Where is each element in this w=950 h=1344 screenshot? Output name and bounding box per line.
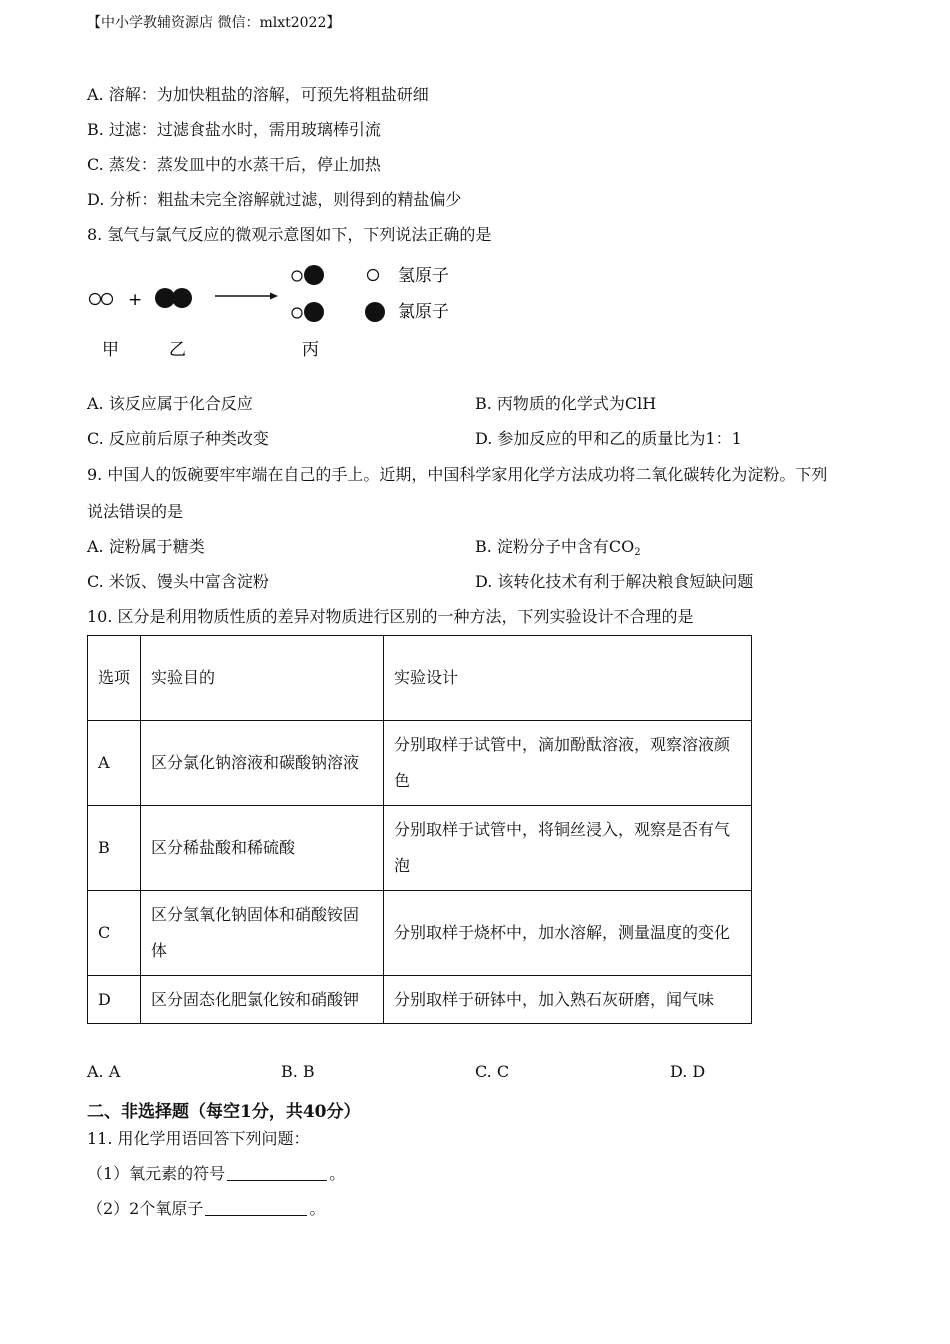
legend-hydrogen-label: 氢原子 — [398, 266, 449, 286]
q9-option-d: D. 该转化技术有利于解决粮食短缺问题 — [475, 572, 754, 591]
q7-option-c: C. 蒸发：蒸发皿中的水蒸干后，停止加热 — [87, 155, 381, 174]
row-option: C — [88, 891, 141, 976]
row-purpose: 区分氢氧化钠固体和硝酸铵固体 — [141, 891, 384, 976]
row-purpose: 区分固态化肥氯化铵和硝酸钾 — [141, 976, 384, 1024]
q11-part1 — [87, 1161, 345, 1184]
table-row — [88, 976, 752, 1024]
hydrogen-atom — [90, 294, 101, 305]
q10-option-b: B. B — [281, 1062, 315, 1081]
legend-chlorine-label: 氯原子 — [398, 302, 449, 322]
legend-hydrogen-icon — [368, 270, 379, 281]
q8-option-b: B. 丙物质的化学式为ClH — [475, 394, 657, 413]
row-option: B — [88, 806, 141, 891]
label-jia: 甲 — [102, 340, 119, 360]
q11-part1-text: （1）氧元素的符号 — [87, 1164, 226, 1183]
q9-option-a: A. 淀粉属于糖类 — [87, 537, 205, 556]
row-option: A — [88, 721, 141, 806]
table-row — [88, 721, 752, 806]
q9-option-b — [475, 534, 641, 558]
chlorine-atom — [172, 288, 192, 308]
header-design: 实验设计 — [384, 636, 752, 721]
label-bing: 丙 — [302, 340, 319, 360]
experiment-table — [87, 635, 752, 1024]
chlorine-atom — [304, 265, 324, 285]
hydrogen-atom — [102, 294, 113, 305]
q9-stem-line2: 说法错误的是 — [87, 502, 184, 521]
q9-option-b-subscript: 2 — [634, 547, 641, 558]
q8-stem: 8. 氢气与氯气反应的微观示意图如下，下列说法正确的是 — [87, 225, 492, 244]
q8-option-a: A. 该反应属于化合反应 — [87, 394, 253, 413]
legend-chlorine-icon — [365, 302, 385, 322]
q11-part1-end: 。 — [329, 1164, 346, 1183]
plus-sign: + — [128, 290, 143, 310]
q11-part2 — [87, 1196, 325, 1219]
chlorine-atom — [304, 302, 324, 322]
header-option: 选项 — [88, 636, 141, 721]
q7-option-d: D. 分析：粗盐未完全溶解就过滤，则得到的精盐偏少 — [87, 190, 462, 209]
row-design: 分别取样于研钵中，加入熟石灰研磨，闻气味 — [384, 976, 752, 1024]
q9-stem-line1: 9. 中国人的饭碗要牢牢端在自己的手上。近期，中国科学家用化学方法成功将二氧化碳转化为淀粉。下列 — [87, 465, 828, 484]
q11-stem: 11. 用化学用语回答下列问题： — [87, 1129, 310, 1148]
q7-option-b: B. 过滤：过滤食盐水时，需用玻璃棒引流 — [87, 120, 381, 139]
q7-option-a: A. 溶解：为加快粗盐的溶解，可预先将粗盐研细 — [87, 85, 429, 104]
q11-part2-text: （2）2个氧原子 — [87, 1199, 204, 1218]
table-header-row — [88, 636, 752, 721]
hydrogen-atom — [292, 308, 302, 318]
header-purpose: 实验目的 — [141, 636, 384, 721]
answer-blank[interactable] — [227, 1166, 327, 1181]
q9-option-b-text: B. 淀粉分子中含有CO — [475, 537, 635, 556]
row-purpose: 区分稀盐酸和稀硫酸 — [141, 806, 384, 891]
table-row — [88, 891, 752, 976]
arrow-head — [270, 293, 278, 300]
q10-stem: 10. 区分是利用物质性质的差异对物质进行区别的一种方法，下列实验设计不合理的是 — [87, 607, 694, 626]
row-option: D — [88, 976, 141, 1024]
row-purpose: 区分氯化钠溶液和碳酸钠溶液 — [141, 721, 384, 806]
hydrogen-atom — [292, 271, 302, 281]
row-design: 分别取样于试管中，滴加酚酞溶液，观察溶液颜色 — [384, 721, 752, 806]
q10-option-d: D. D — [670, 1062, 706, 1081]
row-design: 分别取样于烧杯中，加水溶解，测量温度的变化 — [384, 891, 752, 976]
section-title: 二、非选择题（每空1分，共40分） — [87, 1102, 361, 1122]
q10-option-c: C. C — [475, 1062, 510, 1081]
page-header: 【中小学教辅资源店 微信：mlxt2022】 — [87, 15, 341, 31]
row-design: 分别取样于试管中，将铜丝浸入，观察是否有气泡 — [384, 806, 752, 891]
table-row — [88, 806, 752, 891]
answer-blank[interactable] — [205, 1201, 307, 1216]
q8-option-d: D. 参加反应的甲和乙的质量比为1：1 — [475, 429, 742, 448]
q11-part2-end: 。 — [309, 1199, 326, 1218]
q10-option-a: A. A — [87, 1062, 121, 1081]
q8-option-c: C. 反应前后原子种类改变 — [87, 429, 269, 448]
label-yi: 乙 — [169, 340, 186, 360]
reaction-diagram — [80, 256, 480, 366]
q9-option-c: C. 米饭、馒头中富含淀粉 — [87, 572, 269, 591]
